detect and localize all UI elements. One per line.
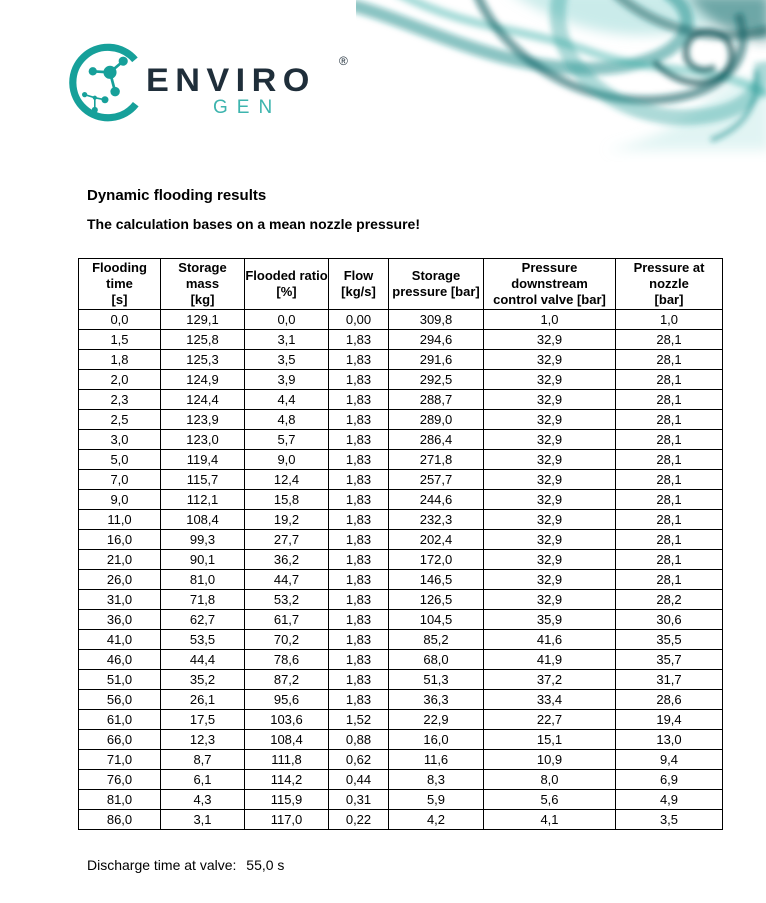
table-cell: 15,1: [484, 730, 616, 750]
table-cell: 71,8: [161, 590, 245, 610]
table-cell: 5,6: [484, 790, 616, 810]
table-cell: 87,2: [245, 670, 329, 690]
table-row: [79, 490, 723, 510]
table-row: [79, 690, 723, 710]
table-cell: 0,0: [245, 310, 329, 330]
table-cell: 1,83: [329, 330, 389, 350]
results-table-container: [78, 258, 723, 830]
page-title: Dynamic flooding results: [87, 187, 267, 204]
table-cell: 9,0: [79, 490, 161, 510]
column-header: Pressure downstream control valve [bar]: [484, 259, 616, 310]
discharge-time-value: 55,0 s: [246, 857, 285, 873]
table-cell: 9,0: [245, 450, 329, 470]
table-row: [79, 570, 723, 590]
table-cell: 99,3: [161, 530, 245, 550]
table-cell: 28,1: [616, 350, 723, 370]
table-cell: 62,7: [161, 610, 245, 630]
table-cell: 4,3: [161, 790, 245, 810]
table-cell: 4,1: [484, 810, 616, 830]
table-cell: 4,9: [616, 790, 723, 810]
table-cell: 28,1: [616, 410, 723, 430]
column-header: Flooded ratio [%]: [245, 259, 329, 310]
table-cell: 35,7: [616, 650, 723, 670]
table-cell: 1,83: [329, 690, 389, 710]
table-cell: 1,83: [329, 530, 389, 550]
table-row: [79, 790, 723, 810]
column-header: Pressure at nozzle [bar]: [616, 259, 723, 310]
table-cell: 33,4: [484, 690, 616, 710]
table-cell: 4,8: [245, 410, 329, 430]
table-cell: 68,0: [389, 650, 484, 670]
column-header: Flooding time [s]: [79, 259, 161, 310]
table-row: [79, 550, 723, 570]
table-cell: 202,4: [389, 530, 484, 550]
table-cell: 28,1: [616, 330, 723, 350]
table-cell: 36,3: [389, 690, 484, 710]
table-cell: 12,3: [161, 730, 245, 750]
table-cell: 66,0: [79, 730, 161, 750]
table-cell: 51,3: [389, 670, 484, 690]
table-cell: 53,2: [245, 590, 329, 610]
table-cell: 0,22: [329, 810, 389, 830]
table-cell: 28,1: [616, 510, 723, 530]
table-cell: 125,8: [161, 330, 245, 350]
table-cell: 3,0: [79, 430, 161, 450]
table-cell: 1,83: [329, 410, 389, 430]
table-cell: 115,9: [245, 790, 329, 810]
table-cell: 126,5: [389, 590, 484, 610]
table-cell: 32,9: [484, 410, 616, 430]
table-cell: 1,83: [329, 570, 389, 590]
table-cell: 35,9: [484, 610, 616, 630]
table-cell: 13,0: [616, 730, 723, 750]
table-cell: 31,0: [79, 590, 161, 610]
column-header: Storage pressure [bar]: [389, 259, 484, 310]
table-cell: 56,0: [79, 690, 161, 710]
table-cell: 36,2: [245, 550, 329, 570]
table-cell: 1,83: [329, 490, 389, 510]
discharge-time-note: [87, 857, 284, 873]
table-cell: 41,0: [79, 630, 161, 650]
table-cell: 292,5: [389, 370, 484, 390]
table-cell: 1,5: [79, 330, 161, 350]
table-cell: 1,83: [329, 670, 389, 690]
table-cell: 8,7: [161, 750, 245, 770]
table-cell: 257,7: [389, 470, 484, 490]
table-cell: 114,2: [245, 770, 329, 790]
table-cell: 95,6: [245, 690, 329, 710]
table-cell: 1,8: [79, 350, 161, 370]
table-cell: 11,6: [389, 750, 484, 770]
table-cell: 32,9: [484, 470, 616, 490]
table-cell: 32,9: [484, 370, 616, 390]
table-cell: 30,6: [616, 610, 723, 630]
table-cell: 123,9: [161, 410, 245, 430]
table-cell: 76,0: [79, 770, 161, 790]
table-cell: 6,9: [616, 770, 723, 790]
table-cell: 11,0: [79, 510, 161, 530]
table-cell: 1,83: [329, 650, 389, 670]
table-cell: 22,9: [389, 710, 484, 730]
table-cell: 32,9: [484, 530, 616, 550]
brand-subname: GEN: [213, 97, 282, 118]
table-cell: 0,88: [329, 730, 389, 750]
table-cell: 61,0: [79, 710, 161, 730]
table-cell: 0,00: [329, 310, 389, 330]
table-cell: 26,0: [79, 570, 161, 590]
table-cell: 16,0: [389, 730, 484, 750]
table-cell: 286,4: [389, 430, 484, 450]
table-cell: 0,44: [329, 770, 389, 790]
table-cell: 37,2: [484, 670, 616, 690]
table-cell: 1,83: [329, 610, 389, 630]
table-cell: 28,1: [616, 570, 723, 590]
table-cell: 1,83: [329, 370, 389, 390]
brand-name: ENVIRO: [146, 62, 316, 98]
table-cell: 36,0: [79, 610, 161, 630]
table-cell: 125,3: [161, 350, 245, 370]
table-cell: 3,5: [245, 350, 329, 370]
table-cell: 5,9: [389, 790, 484, 810]
table-cell: 32,9: [484, 590, 616, 610]
table-cell: 3,1: [245, 330, 329, 350]
table-cell: 112,1: [161, 490, 245, 510]
table-cell: 53,5: [161, 630, 245, 650]
table-cell: 28,1: [616, 430, 723, 450]
table-cell: 86,0: [79, 810, 161, 830]
table-cell: 1,83: [329, 390, 389, 410]
table-cell: 1,0: [484, 310, 616, 330]
table-cell: 71,0: [79, 750, 161, 770]
table-cell: 10,9: [484, 750, 616, 770]
column-header: Flow [kg/s]: [329, 259, 389, 310]
table-row: [79, 810, 723, 830]
table-cell: 1,83: [329, 350, 389, 370]
table-cell: 244,6: [389, 490, 484, 510]
table-cell: 35,5: [616, 630, 723, 650]
table-cell: 271,8: [389, 450, 484, 470]
table-cell: 1,83: [329, 430, 389, 450]
table-cell: 111,8: [245, 750, 329, 770]
table-cell: 291,6: [389, 350, 484, 370]
table-row: [79, 610, 723, 630]
smoke-decoration: [356, 0, 766, 162]
table-cell: 0,62: [329, 750, 389, 770]
table-cell: 46,0: [79, 650, 161, 670]
table-row: [79, 330, 723, 350]
table-cell: 32,9: [484, 430, 616, 450]
table-cell: 309,8: [389, 310, 484, 330]
table-row: [79, 770, 723, 790]
table-cell: 124,4: [161, 390, 245, 410]
table-cell: 3,9: [245, 370, 329, 390]
table-cell: 28,1: [616, 390, 723, 410]
table-cell: 32,9: [484, 510, 616, 530]
discharge-time-label: Discharge time at valve:: [87, 857, 237, 873]
table-row: [79, 670, 723, 690]
table-cell: 2,3: [79, 390, 161, 410]
table-cell: 1,83: [329, 630, 389, 650]
results-table: [78, 258, 723, 830]
table-cell: 32,9: [484, 390, 616, 410]
table-cell: 19,4: [616, 710, 723, 730]
table-cell: 27,7: [245, 530, 329, 550]
table-cell: 1,83: [329, 550, 389, 570]
table-row: [79, 510, 723, 530]
table-cell: 2,0: [79, 370, 161, 390]
table-cell: 32,9: [484, 330, 616, 350]
table-cell: 4,4: [245, 390, 329, 410]
table-cell: 117,0: [245, 810, 329, 830]
table-row: [79, 650, 723, 670]
table-cell: 81,0: [161, 570, 245, 590]
table-cell: 19,2: [245, 510, 329, 530]
table-row: [79, 630, 723, 650]
table-cell: 4,2: [389, 810, 484, 830]
table-cell: 103,6: [245, 710, 329, 730]
table-cell: 0,0: [79, 310, 161, 330]
table-cell: 6,1: [161, 770, 245, 790]
table-cell: 12,4: [245, 470, 329, 490]
table-cell: 1,83: [329, 590, 389, 610]
table-cell: 0,31: [329, 790, 389, 810]
table-cell: 28,1: [616, 490, 723, 510]
table-cell: 5,0: [79, 450, 161, 470]
table-cell: 115,7: [161, 470, 245, 490]
table-cell: 17,5: [161, 710, 245, 730]
table-cell: 44,7: [245, 570, 329, 590]
table-cell: 28,1: [616, 470, 723, 490]
table-cell: 70,2: [245, 630, 329, 650]
table-cell: 8,3: [389, 770, 484, 790]
table-cell: 232,3: [389, 510, 484, 530]
table-cell: 61,7: [245, 610, 329, 630]
table-cell: 28,1: [616, 450, 723, 470]
table-cell: 288,7: [389, 390, 484, 410]
table-cell: 21,0: [79, 550, 161, 570]
table-cell: 8,0: [484, 770, 616, 790]
table-cell: 28,1: [616, 370, 723, 390]
table-row: [79, 350, 723, 370]
table-cell: 28,1: [616, 550, 723, 570]
table-cell: 172,0: [389, 550, 484, 570]
table-row: [79, 410, 723, 430]
table-cell: 9,4: [616, 750, 723, 770]
table-cell: 31,7: [616, 670, 723, 690]
column-header: Storage mass [kg]: [161, 259, 245, 310]
table-cell: 108,4: [245, 730, 329, 750]
table-cell: 119,4: [161, 450, 245, 470]
table-header-row: [79, 259, 723, 310]
table-cell: 146,5: [389, 570, 484, 590]
table-cell: 32,9: [484, 550, 616, 570]
table-cell: 1,83: [329, 450, 389, 470]
table-cell: 15,8: [245, 490, 329, 510]
table-cell: 3,1: [161, 810, 245, 830]
table-cell: 16,0: [79, 530, 161, 550]
table-row: [79, 390, 723, 410]
table-cell: 78,6: [245, 650, 329, 670]
table-cell: 32,9: [484, 490, 616, 510]
table-cell: 124,9: [161, 370, 245, 390]
table-cell: 3,5: [616, 810, 723, 830]
table-row: [79, 750, 723, 770]
page-subtitle: The calculation bases on a mean nozzle pressure!: [87, 216, 420, 232]
molecule-circle-icon: [68, 42, 148, 123]
table-cell: 26,1: [161, 690, 245, 710]
table-row: [79, 310, 723, 330]
table-row: [79, 370, 723, 390]
table-row: [79, 450, 723, 470]
table-row: [79, 730, 723, 750]
table-cell: 7,0: [79, 470, 161, 490]
table-cell: 41,9: [484, 650, 616, 670]
table-cell: 81,0: [79, 790, 161, 810]
table-cell: 32,9: [484, 350, 616, 370]
table-cell: 1,52: [329, 710, 389, 730]
table-cell: 51,0: [79, 670, 161, 690]
registered-mark: ®: [339, 54, 348, 68]
table-cell: 294,6: [389, 330, 484, 350]
table-cell: 129,1: [161, 310, 245, 330]
table-cell: 28,2: [616, 590, 723, 610]
table-cell: 1,0: [616, 310, 723, 330]
table-row: [79, 590, 723, 610]
table-cell: 289,0: [389, 410, 484, 430]
table-cell: 35,2: [161, 670, 245, 690]
table-cell: 5,7: [245, 430, 329, 450]
table-cell: 22,7: [484, 710, 616, 730]
table-row: [79, 530, 723, 550]
table-cell: 2,5: [79, 410, 161, 430]
table-row: [79, 470, 723, 490]
table-cell: 44,4: [161, 650, 245, 670]
table-cell: 28,6: [616, 690, 723, 710]
table-cell: 32,9: [484, 450, 616, 470]
table-row: [79, 710, 723, 730]
table-row: [79, 430, 723, 450]
table-cell: 32,9: [484, 570, 616, 590]
table-cell: 85,2: [389, 630, 484, 650]
table-cell: 28,1: [616, 530, 723, 550]
table-cell: 1,83: [329, 470, 389, 490]
table-cell: 41,6: [484, 630, 616, 650]
table-cell: 104,5: [389, 610, 484, 630]
table-cell: 90,1: [161, 550, 245, 570]
table-cell: 123,0: [161, 430, 245, 450]
table-cell: 1,83: [329, 510, 389, 530]
table-cell: 108,4: [161, 510, 245, 530]
